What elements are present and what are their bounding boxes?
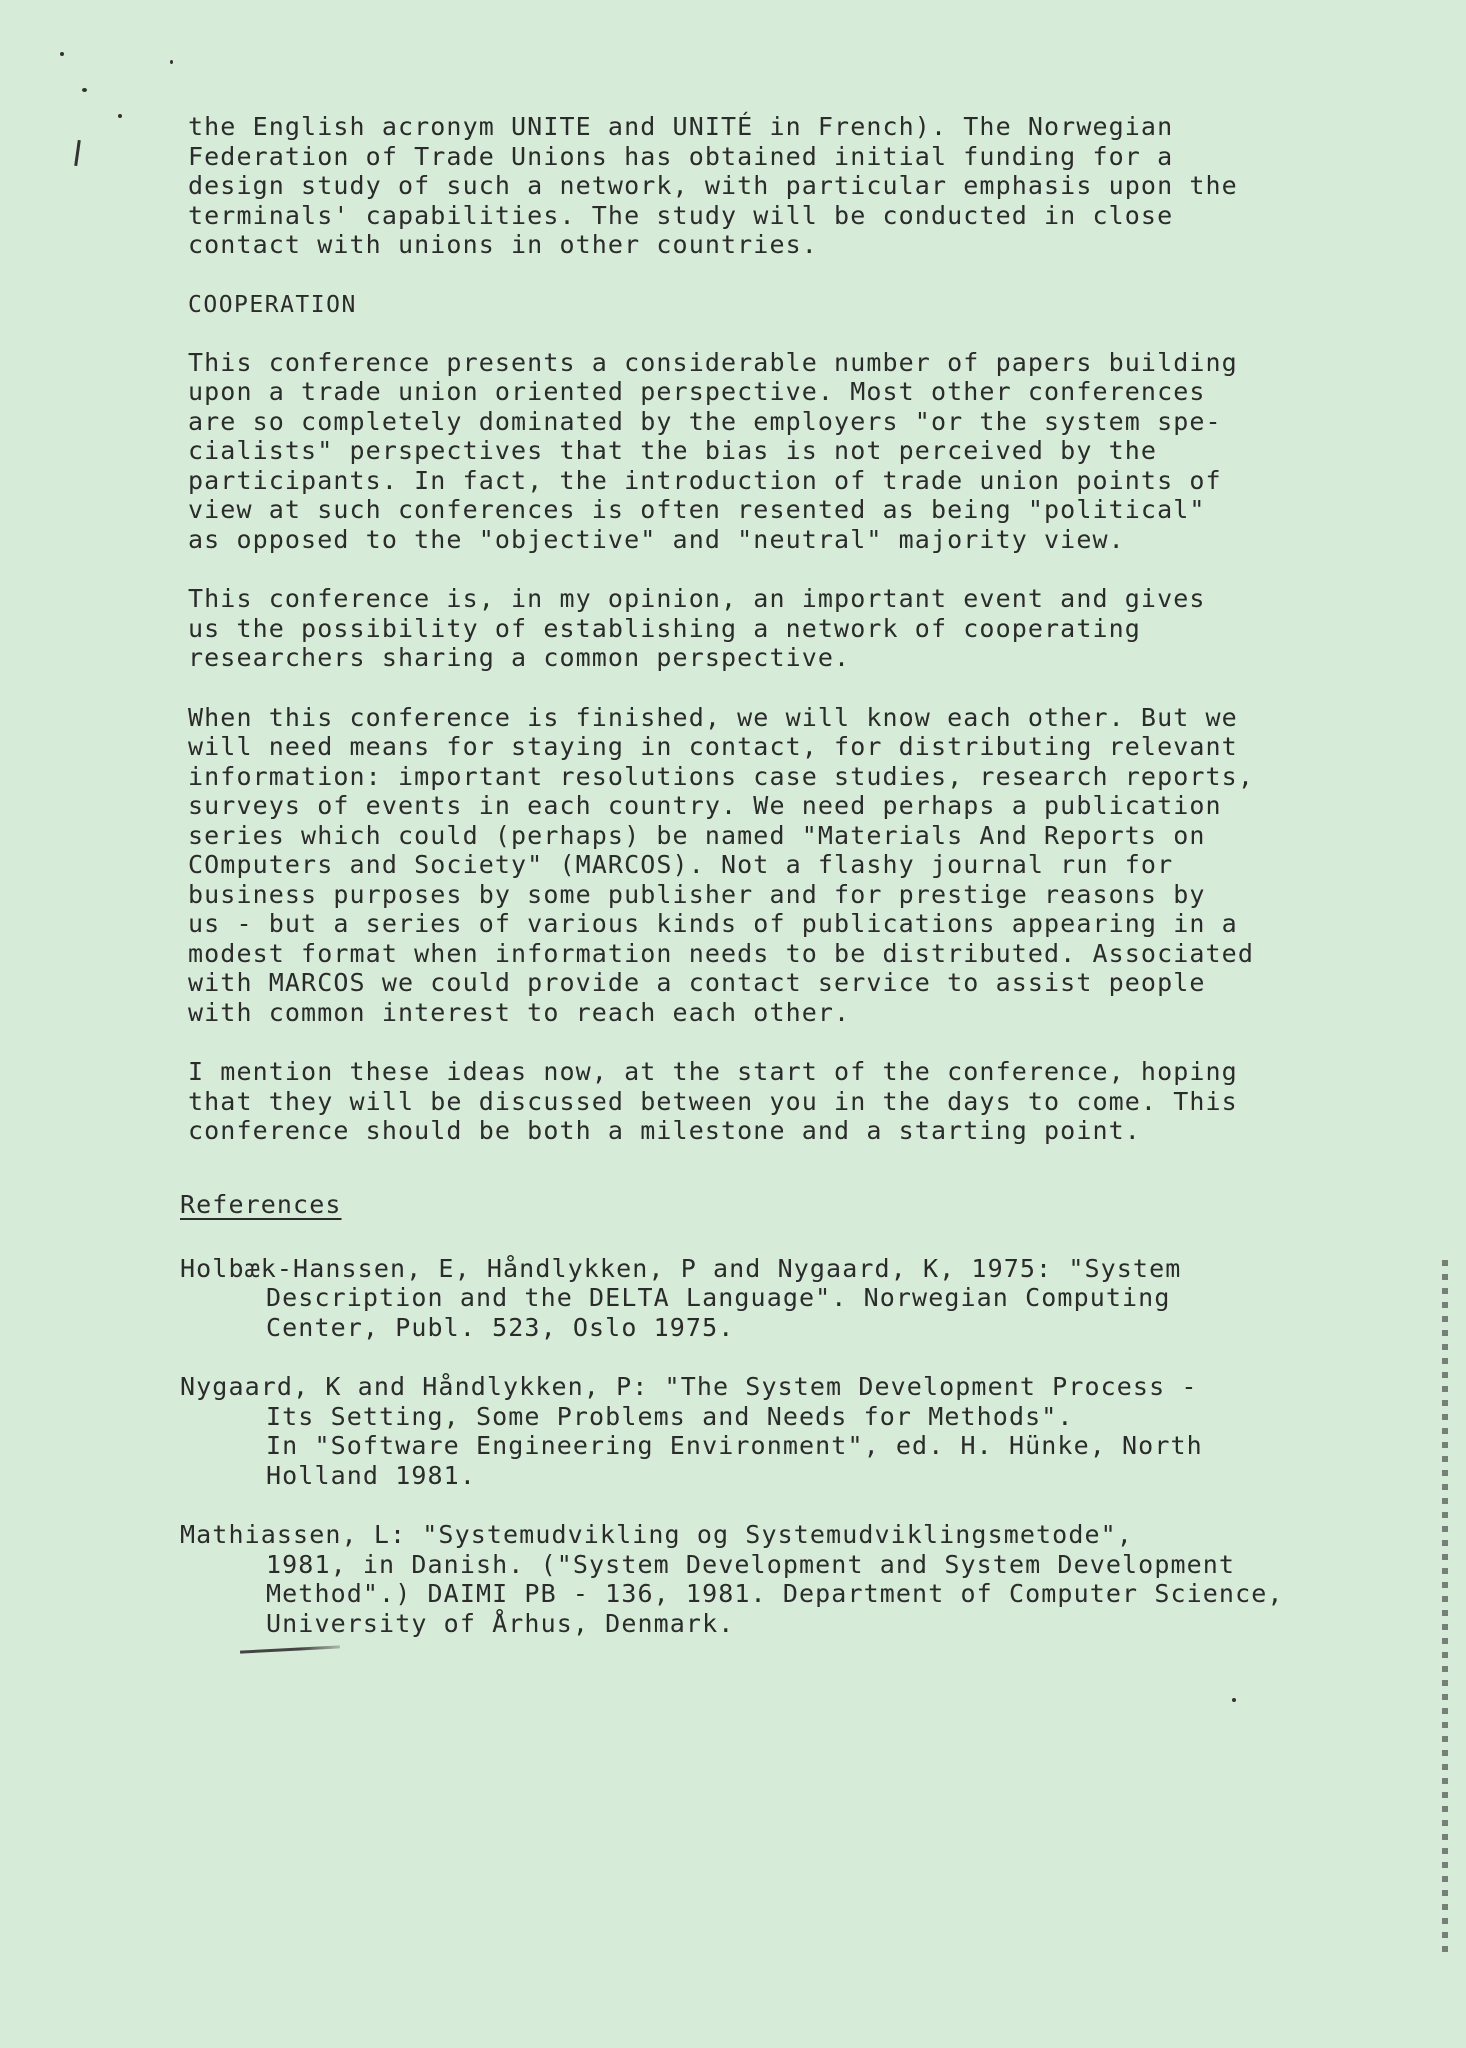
reference-entry: Mathiassen, L: "Systemudvikling og Systemudviklingsmetode", 1981, in Danish. ("System Development and System Development Method".) DAIMI PB - 136, 1981. Department of Computer Science, University of Århus, Denmark. xyxy=(180,1520,1284,1638)
body-paragraph: This conference is, in my opinion, an important event and gives us the possibility of establishing a network of cooperating researchers sharing a common perspective. xyxy=(188,584,1206,672)
scan-speck xyxy=(170,60,173,64)
references-heading: References xyxy=(180,1189,342,1219)
reference-entry: Holbæk-Hanssen, E, Håndlykken, P and Nygaard, K, 1975: "System Description and the DELTA Language". Norwegian Computing Center, Publ. 523, Oslo 1975. xyxy=(180,1253,1182,1342)
scan-edge-noise xyxy=(1442,1260,1448,1960)
body-paragraph: This conference presents a considerable number of papers building upon a trade union oriented perspective. Most other conferences are so completely dominated by the employers "or the system spe- cialists" perspectives that the bias is not perceived by the participants. In fact, the introduction of trade union points of view at such conferences is often resented as being "political" as opposed to the "objective" and "neutral" majority view. xyxy=(188,347,1238,554)
margin-pen-mark xyxy=(74,140,81,166)
reference-entry: Nygaard, K and Håndlykken, P: "The System Development Process - Its Setting, Some Problems and Needs for Methods". In "Software Engineering Environment", ed. H. Hünke, North Holland 1981. xyxy=(180,1372,1203,1490)
document-body xyxy=(180,112,1348,1668)
body-paragraph: I mention these ideas now, at the start of the conference, hoping that they will be discussed between you in the days to come. This conference should be both a milestone and a starting point. xyxy=(188,1057,1238,1145)
scan-speck xyxy=(60,52,64,56)
scan-speck xyxy=(1232,1698,1236,1702)
body-paragraph: When this conference is finished, we will know each other. But we will need means for staying in contact, for distributing relevant information: important resolutions case studies, research reports, surveys of events in each country. We need perhaps a publication series which could (perhaps) be named "Materials And Reports on COmputers and Society" (MARCOS). Not a flashy journal run for business purposes by some publisher and for prestige reasons by us - but a series of various kinds of publications appearing in a modest format when information needs to be distributed. Associated with MARCOS we could provide a contact service to assist people with common interest to reach each other. xyxy=(188,702,1254,1027)
scan-speck xyxy=(118,114,122,118)
intro-paragraph: the English acronym UNITE and UNITÉ in French). The Norwegian Federation of Trade Unions has obtained initial funding for a design study of such a network, with particular emphasis upon the terminals' capabilities. The study will be conducted in close contact with unions in other countries. xyxy=(188,112,1238,259)
section-heading: COOPERATION xyxy=(188,291,357,318)
scan-speck xyxy=(82,88,87,92)
